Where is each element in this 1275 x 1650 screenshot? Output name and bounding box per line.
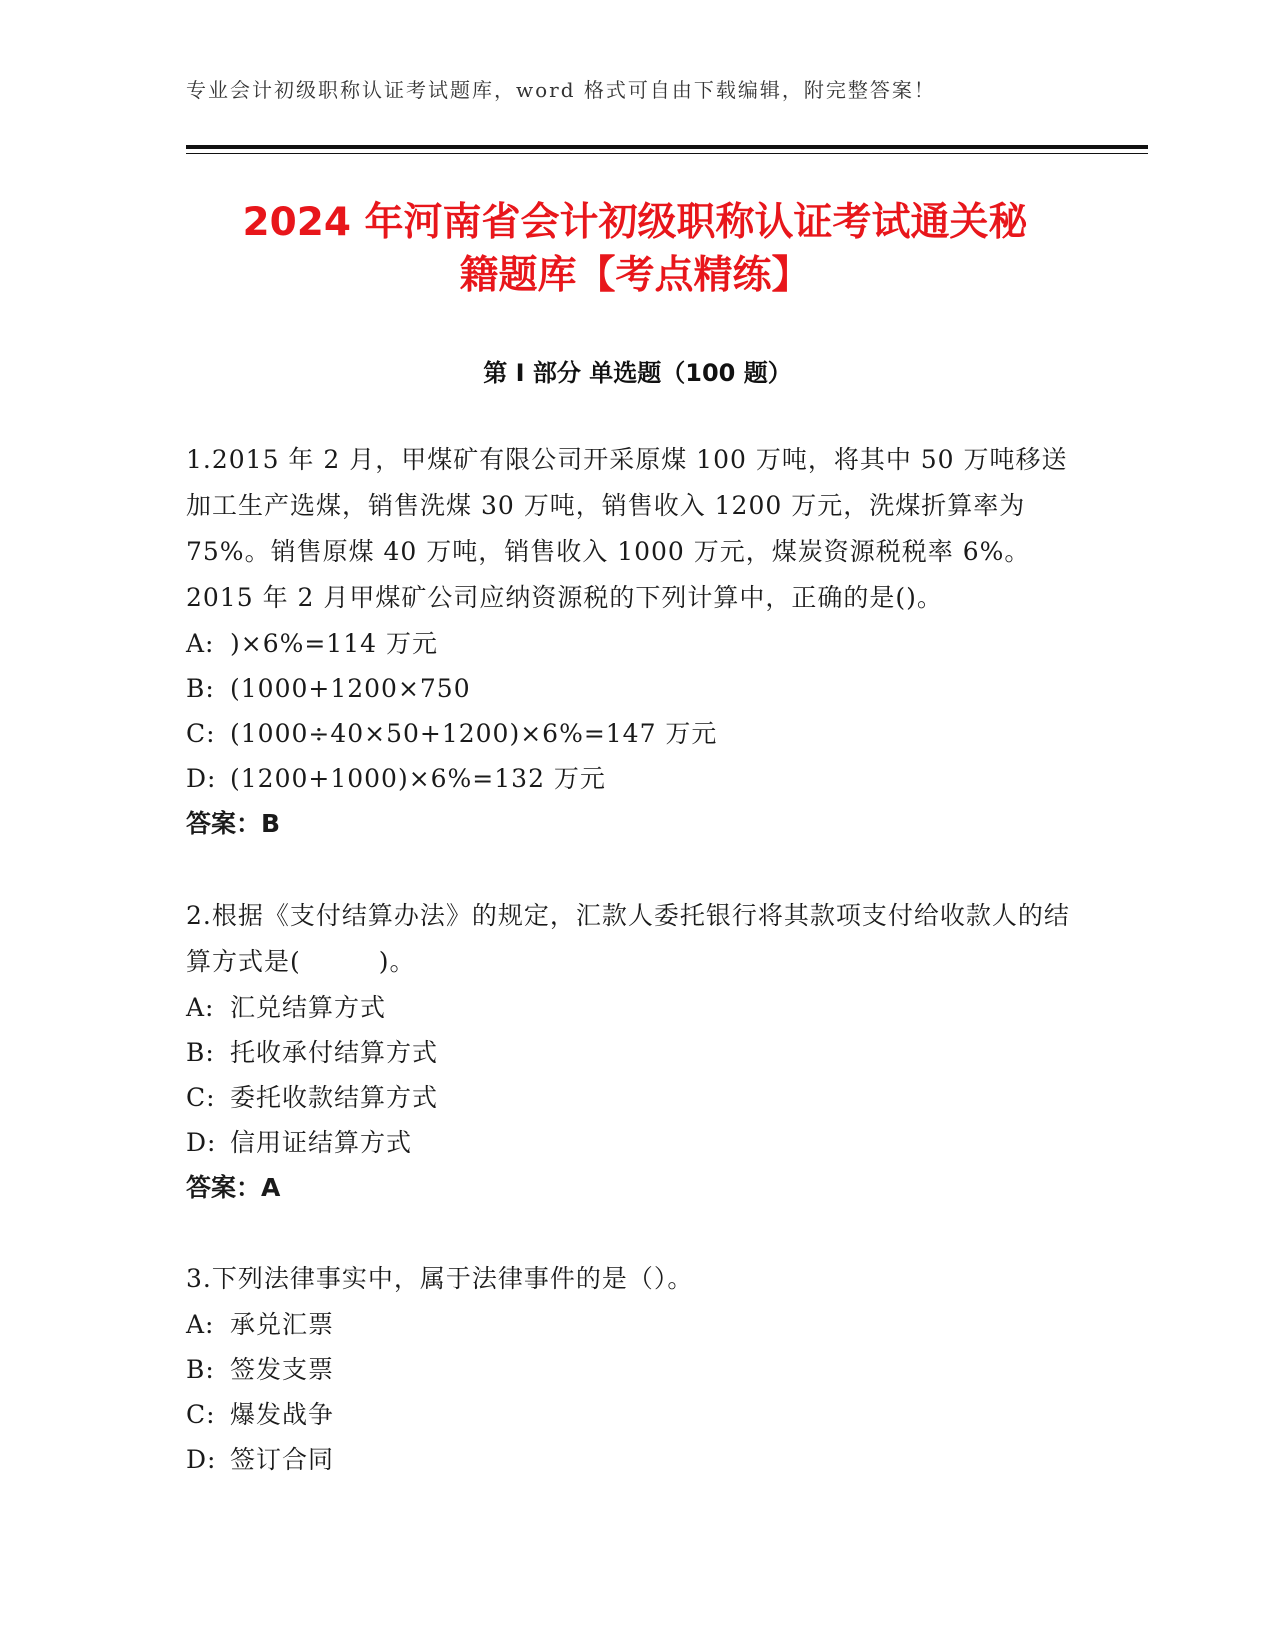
header-note: 专业会计初级职称认证考试题库，word 格式可自由下载编辑，附完整答案！	[186, 78, 936, 102]
option-b	[186, 1347, 1086, 1392]
option-letter: D:	[186, 1128, 217, 1157]
option-a	[186, 985, 1086, 1030]
option-letter: C:	[186, 719, 216, 748]
question-3	[186, 1256, 1086, 1482]
option-text: )×6%=114 万元	[230, 629, 438, 658]
option-letter: D:	[186, 1445, 217, 1474]
option-letter: B:	[186, 1038, 215, 1067]
document-title-line-1: 2024 年河南省会计初级职称认证考试通关秘	[242, 200, 1028, 245]
option-text: (1200+1000)×6%=132 万元	[230, 764, 606, 793]
option-letter: B:	[186, 1355, 215, 1384]
question-stem: 3.下列法律事实中，属于法律事件的是（）。	[186, 1264, 694, 1293]
option-text: 汇兑结算方式	[230, 993, 387, 1022]
option-a	[186, 1302, 1086, 1347]
document-title	[150, 196, 1120, 302]
option-text: 爆发战争	[230, 1400, 335, 1429]
option-a	[186, 621, 1086, 666]
question-stem: 2.根据《支付结算办法》的规定，汇款人委托银行将其款项支付给收款人的结算方式是( )。	[186, 901, 1070, 976]
option-text: (1000÷40×50+1200)×6%=147 万元	[230, 719, 718, 748]
option-text: 信用证结算方式	[230, 1128, 413, 1157]
answer: 答案：A	[186, 1173, 281, 1202]
header-rule-thin	[186, 153, 1148, 154]
option-letter: C:	[186, 1400, 216, 1429]
option-letter: A:	[186, 993, 215, 1022]
option-text: 托收承付结算方式	[230, 1038, 439, 1067]
option-text: (1000+1200×750	[230, 674, 471, 703]
option-d	[186, 756, 1086, 801]
option-b	[186, 666, 1086, 711]
option-letter: D:	[186, 764, 217, 793]
option-b	[186, 1030, 1086, 1075]
option-d	[186, 1120, 1086, 1165]
option-c	[186, 1075, 1086, 1120]
option-d	[186, 1437, 1086, 1482]
document-title-line-2: 籍题库【考点精练】	[459, 253, 811, 298]
option-text: 签发支票	[230, 1355, 335, 1384]
question-2	[186, 893, 1086, 1211]
section-heading: 第 I 部分 单选题（100 题）	[483, 359, 792, 387]
option-letter: C:	[186, 1083, 216, 1112]
option-c	[186, 1392, 1086, 1437]
option-text: 委托收款结算方式	[230, 1083, 439, 1112]
option-c	[186, 711, 1086, 756]
question-1	[186, 437, 1086, 847]
question-stem: 1.2015 年 2 月，甲煤矿有限公司开采原煤 100 万吨，将其中 50 万吨移送加工生产选煤，销售洗煤 30 万吨，销售收入 1200 万元，洗煤折算率为 75%。销售原煤 40 万吨，销售收入 1000 万元，煤炭资源税税率 6%。2015 年 2 月甲煤矿公司应纳资源税的下列计算中，正确的是()。	[186, 445, 1068, 612]
option-text: 承兑汇票	[230, 1310, 335, 1339]
option-letter: A:	[186, 1310, 215, 1339]
answer: 答案：B	[186, 809, 281, 838]
header-rule	[186, 145, 1148, 149]
option-letter: B:	[186, 674, 215, 703]
option-text: 签订合同	[230, 1445, 335, 1474]
option-letter: A:	[186, 629, 215, 658]
